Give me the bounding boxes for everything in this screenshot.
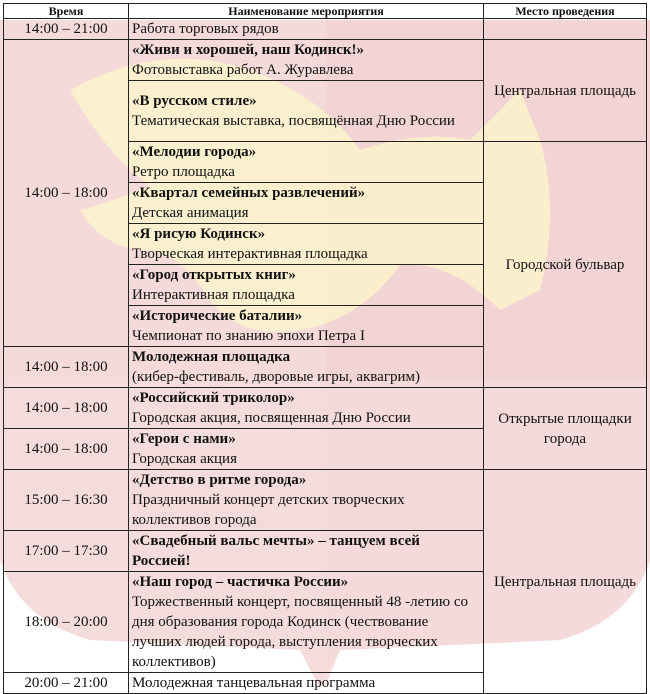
event-title: «Детство в ритме города» — [132, 472, 307, 488]
event-desc: Городская акция, посвященная Дню России — [132, 410, 411, 426]
event-schedule-table — [3, 3, 647, 694]
event-cell — [129, 572, 484, 673]
event-desc: Интерактивная площадка — [132, 287, 295, 303]
event-cell — [129, 531, 484, 572]
place-central-square: Центральная площадь — [484, 40, 647, 142]
event-title: «Я рисую Кодинск» — [132, 226, 266, 242]
place-open-areas: Открытые площадки города — [484, 388, 647, 470]
event-title: «Исторические баталии» — [132, 308, 303, 324]
event-title: «Российский триколор» — [132, 390, 295, 406]
event-cell — [129, 347, 484, 388]
event-desc: Детская анимация — [132, 205, 249, 221]
row-time: 14:00 – 21:00 — [4, 19, 129, 40]
event-cell — [129, 224, 484, 265]
event-title: «Город открытых книг» — [132, 267, 296, 283]
event-cell — [129, 673, 484, 694]
event-title-rest: – танцуем всей Россией! — [132, 533, 420, 569]
event-cell — [129, 306, 484, 347]
header-place: Место проведения — [484, 4, 647, 19]
event-desc: (кибер-фестиваль, дворовые игры, аквагрим) — [132, 369, 420, 385]
event-desc: Творческая интерактивная площадка — [132, 246, 368, 262]
table-header-row — [4, 4, 647, 19]
row-time: 17:00 – 17:30 — [4, 531, 129, 572]
event-cell — [129, 19, 484, 40]
event-cell — [129, 142, 484, 183]
header-time: Время — [4, 4, 129, 19]
event-desc: Молодежная танцевальная программа — [132, 675, 376, 691]
place-city-boulevard: Городской бульвар — [484, 142, 647, 388]
event-title: «Наш город – частичка России» — [132, 574, 349, 590]
event-desc: Ретро площадка — [132, 164, 235, 180]
place-central-square-2: Центральная площадь — [484, 470, 647, 694]
row-time: 15:00 – 16:30 — [4, 470, 129, 531]
event-desc: Праздничный концерт детских творческих коллективов города — [132, 492, 405, 528]
row-time: 14:00 – 18:00 — [4, 40, 129, 347]
event-desc: Работа торговых рядов — [132, 21, 279, 37]
header-event: Наименование мероприятия — [129, 4, 484, 19]
event-title: «Живи и хорошей, наш Кодинск!» — [132, 42, 365, 58]
event-title: «Герои с нами» — [132, 431, 236, 447]
event-cell — [129, 265, 484, 306]
event-title: «В русском стиле» — [132, 93, 257, 109]
row-time: 14:00 – 18:00 — [4, 388, 129, 429]
table-row — [4, 40, 647, 81]
event-title: «Свадебный вальс мечты» — [132, 533, 315, 549]
event-cell — [129, 388, 484, 429]
event-title: «Квартал семейных развлечений» — [132, 185, 366, 201]
row-time: 14:00 – 18:00 — [4, 429, 129, 470]
row-time: 20:00 – 21:00 — [4, 673, 129, 694]
table-row — [4, 19, 647, 40]
event-desc: Фотовыставка работ А. Журавлева — [132, 62, 354, 78]
row-time: 14:00 – 18:00 — [4, 347, 129, 388]
event-title: Молодежная площадка — [132, 349, 291, 365]
event-cell — [129, 40, 484, 81]
table-row — [4, 388, 647, 429]
event-title: «Мелодии города» — [132, 144, 257, 160]
row-time: 18:00 – 20:00 — [4, 572, 129, 673]
event-desc: Тематическая выставка, посвящённая Дню России — [132, 113, 455, 129]
event-cell — [129, 183, 484, 224]
event-cell — [129, 470, 484, 531]
event-desc: Городская акция — [132, 451, 237, 467]
table-row — [4, 470, 647, 531]
event-cell — [129, 429, 484, 470]
event-cell — [129, 81, 484, 142]
event-desc: Чемпионат по знанию эпохи Петра I — [132, 328, 365, 344]
place-cell-empty — [484, 19, 647, 40]
event-desc: Торжественный концерт, посвященный 48 -летию со дня образования города Кодинск (чествование лучших людей города, выступления творческих коллективов) — [132, 594, 469, 670]
